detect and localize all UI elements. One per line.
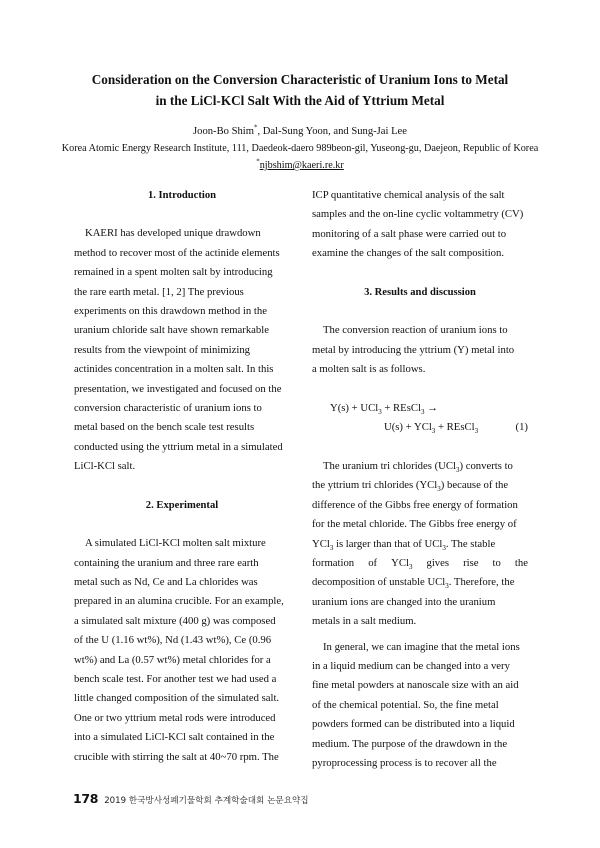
- text-line: wt%) and La (0.57 wt%) metal chlorides for a: [74, 653, 271, 666]
- text-line: samples and the on-line cyclic voltammetry (CV): [312, 208, 524, 221]
- text-line: uranium ions are changed into the uranium: [312, 595, 496, 608]
- text-line: results from the viewpoint of minimizing: [74, 343, 251, 356]
- text-line: the yttrium tri chlorides (YCl$_3$) because of the: [312, 479, 509, 494]
- reaction-equation: [312, 399, 528, 438]
- email-line: [40, 157, 560, 174]
- right-column: [312, 186, 528, 773]
- text-line: decomposition of unstable UCl$_3$. Therefore, the: [312, 576, 515, 591]
- email-mark: *: [256, 157, 260, 166]
- proceedings-title: 2019 한국방사성폐기물학회 추계학술대회 논문요약집: [104, 796, 309, 806]
- text-line: The uranium tri chlorides (UCl$_3$) converts to: [323, 460, 513, 475]
- text-line: prepared in an alumina crucible. For an example,: [74, 595, 284, 608]
- text-line: LiCl-KCl salt.: [74, 460, 136, 473]
- text-line: method to recover most of the actinide elements: [74, 246, 280, 259]
- affiliation: Korea Atomic Energy Research Institute, 111, Daedeok-daero 989beon-gil, Yuseong-gu, Daejeon, Republic of Korea: [61, 143, 539, 154]
- page-footer: [73, 788, 533, 808]
- text-line: ICP quantitative chemical analysis of the salt: [312, 189, 505, 201]
- text-line: experiments on this drawdown method in the: [74, 304, 267, 317]
- text-line: bench scale test. For another test we had used a: [74, 672, 277, 685]
- text-line: YCl$_3$ is larger than that of UCl$_3$. The stable: [312, 537, 496, 552]
- text-line: formation of YCl$_3$ gives rise to the: [312, 557, 528, 572]
- text-line: medium. The purpose of the drawdown in the: [312, 737, 508, 750]
- text-line: actinides concentration in a molten salt. In this: [74, 363, 274, 376]
- text-line: conversion characteristic of uranium ions to: [74, 401, 262, 414]
- section-heading-experimental: 2. Experimental: [145, 499, 219, 511]
- section-heading-introduction: 1. Introduction: [147, 190, 217, 201]
- text-line: of the U (1.16 wt%), Nd (1.43 wt%), Ce (0.96: [74, 634, 272, 647]
- email-address: njbshim@kaeri.re.kr: [259, 160, 344, 171]
- text-line: KAERI has developed unique drawdown: [85, 227, 261, 240]
- text-line: fine metal powders at nanoscale size with an aid: [312, 679, 519, 692]
- text-line: metal by introducing the yttrium (Y) metal into: [312, 343, 515, 356]
- results-paragraph-1: [312, 321, 528, 379]
- text-line: metals in a salt medium.: [312, 615, 417, 628]
- text-line: uranium chloride salt have shown remarkable: [74, 324, 269, 337]
- text-line: into a simulated LiCl-KCl salt contained in the: [74, 731, 275, 744]
- text-line: conducted using the yttrium metal in a simulated: [74, 440, 283, 453]
- text-line: monitoring of a salt phase were carried out to: [312, 227, 507, 240]
- corresponding-mark: *: [253, 123, 258, 132]
- introduction-paragraph: [74, 224, 290, 476]
- experimental-continued: [312, 186, 528, 264]
- text-line: remained in a spent molten salt by introducing: [74, 266, 273, 279]
- equation-line-2: U(s) + YCl$_3$ + REsCl$_3$ (1): [312, 418, 528, 437]
- text-line: presentation, we investigated and focused on the: [74, 382, 282, 395]
- left-column: [74, 186, 290, 767]
- text-line: little changed composition of the simulated salt.: [74, 692, 280, 705]
- arrow-icon: →: [424, 401, 438, 414]
- text-line: for the metal chloride. The Gibbs free energy of: [312, 518, 517, 531]
- text-line: pyroprocessing process is to recover all the: [312, 756, 497, 769]
- text-line: A simulated LiCl-KCl molten salt mixture: [85, 537, 266, 550]
- text-line: powders formed can be distributed into a liquid: [312, 718, 515, 731]
- title-line-1: Consideration on the Conversion Characteristic of Uranium Ions to Metal: [91, 72, 509, 87]
- text-line: In general, we can imagine that the metal ions: [323, 640, 520, 653]
- coauthors: , Dal-Sung Yoon, and Sung-Jai Lee: [257, 126, 407, 137]
- page-number: 178: [73, 791, 99, 806]
- text-line: a molten salt is as follows.: [312, 363, 426, 376]
- title-line-2: in the LiCl-KCl Salt With the Aid of Yttrium Metal: [155, 93, 445, 108]
- text-line: of the chemical potential. So, the fine metal: [312, 698, 499, 711]
- results-paragraph-2: [312, 457, 528, 632]
- results-paragraph-3: [312, 638, 528, 774]
- text-line: containing the uranium and three rare earth: [74, 556, 259, 569]
- author-list: [40, 123, 560, 140]
- text-line: a simulated salt mixture (400 g) was composed: [74, 614, 276, 627]
- section-heading-results: 3. Results and discussion: [364, 286, 476, 298]
- text-line: difference of the Gibbs free energy of formation: [312, 498, 518, 511]
- text-line: One or two yttrium metal rods were introduced: [74, 711, 276, 724]
- text-line: the rare earth metal. [1, 2] The previous: [74, 285, 244, 298]
- text-line: crucible with stirring the salt at 40~70 rpm. The: [74, 750, 279, 763]
- author-name: Joon-Bo Shim: [193, 126, 254, 137]
- text-line: metal such as Nd, Ce and La chlorides was: [74, 576, 258, 589]
- equation-line-1: Y(s) + UCl$_3$ + REsCl$_3$ →: [330, 401, 438, 417]
- text-line: metal based on the bench scale test results: [74, 421, 255, 434]
- text-line: in a liquid medium can be changed into a very: [312, 659, 510, 672]
- paper-title: [40, 69, 560, 111]
- text-line: examine the changes of the salt composition.: [312, 247, 505, 260]
- equation-number: (1): [515, 421, 528, 434]
- experimental-paragraph: [74, 534, 290, 767]
- text-line: The conversion reaction of uranium ions to: [323, 324, 508, 337]
